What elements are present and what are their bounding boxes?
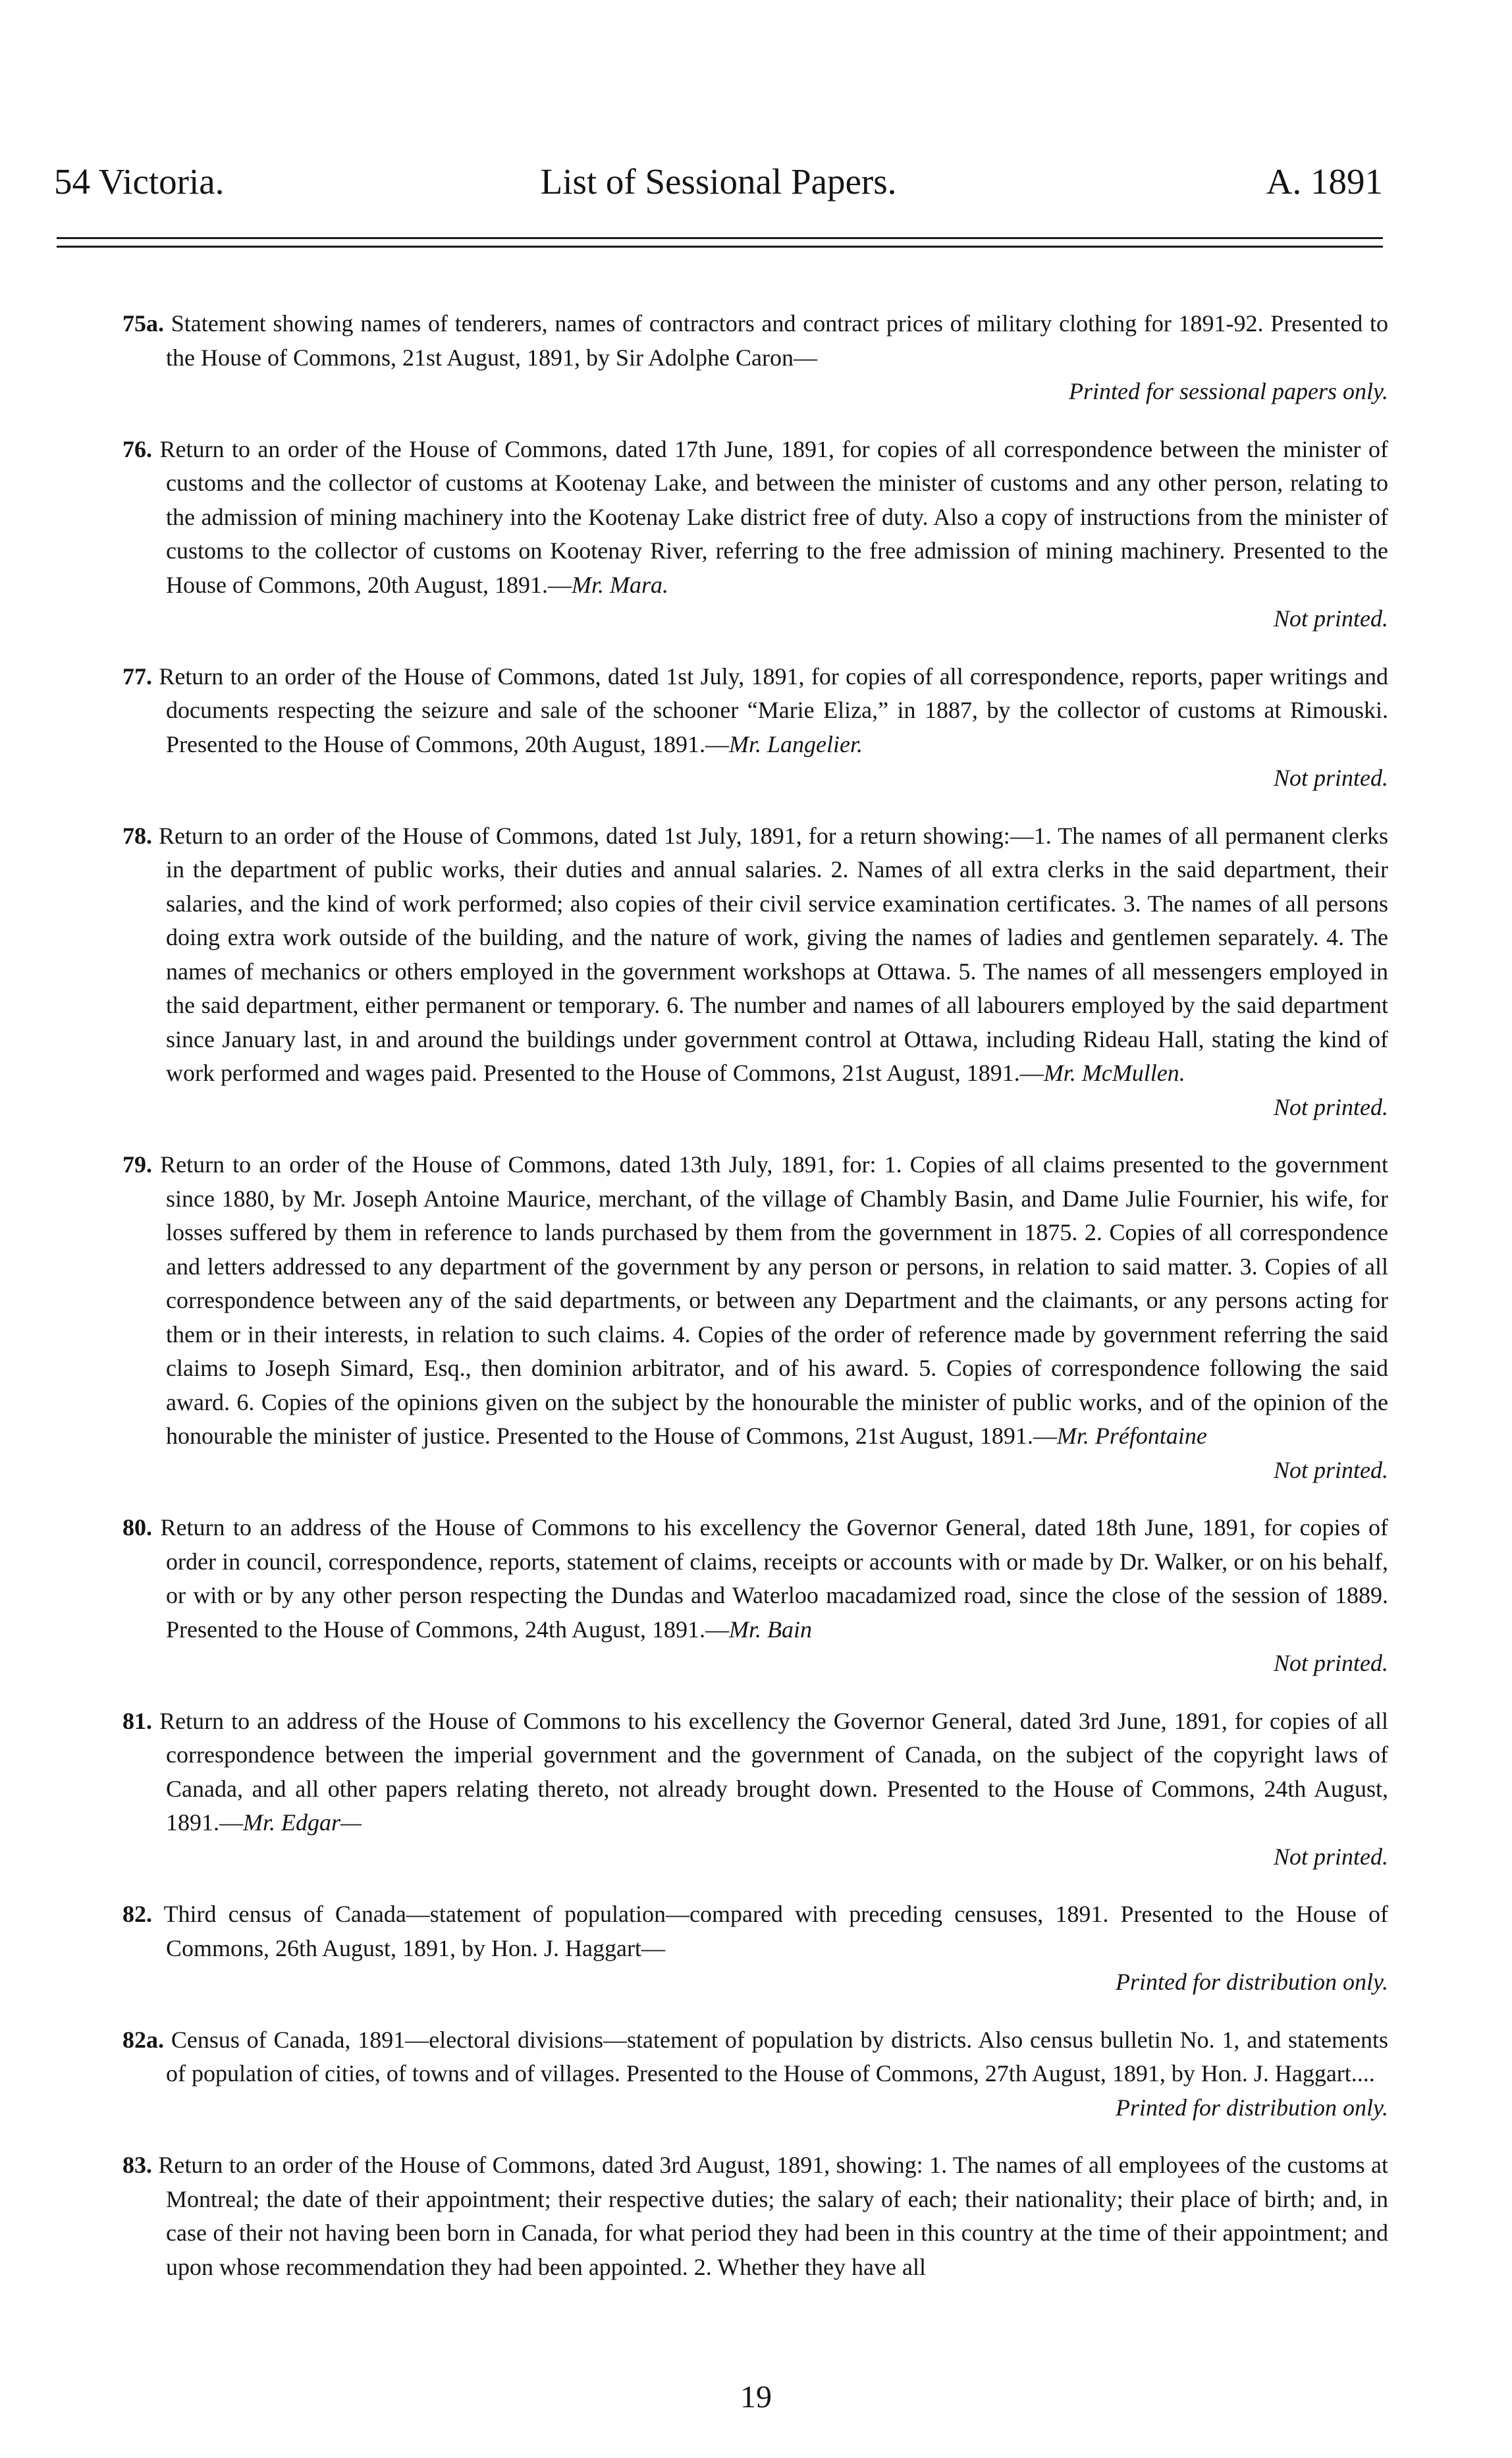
entry-text: Census of Canada, 1891—electoral divisions—statement of population by districts. Also census bulletin No. 1, and statements of population of cities, of towns and of villages. Presented to the House of Commons, 27th August, 1891, by Hon. J. Haggart.... [166,2026,1389,2087]
entry-text: Return to an order of the House of Commons, dated 1st July, 1891, for a return showing:—1. The names of all permanent clerks in the department of public works, their duties and annual salaries. 2. Names of all extra clerks in the said department, their salaries, and the kind of work performed; also copies of their civil service examination certificates. 3. The names of all persons doing extra work outside of the building, and the nature of work, giving the names of ladies and gentlemen separately. 4. The names of mechanics or others employed in the government workshops at Ottawa. 5. The names of all messengers employed in the said department, either permanent or temporary. 6. The number and names of all labourers employed by the said department since January last, in and around the buildings under government control at Ottawa, including Rideau Hall, stating the kind of work performed and wages paid. Presented to the House of Commons, 21st August, 1891.— [159,822,1389,1086]
entry-text: Return to an address of the House of Commons to his excellency the Governor General, dated 18th June, 1891, for copies of order in council, correspondence, reports, statement of claims, receipts or accounts with or made by Dr. Walker, or on his behalf, or with or by any other person respecting the Dundas and Waterloo macadamized road, since the close of the session of 1889. Presented to the House of Commons, 24th August, 1891.— [160,1514,1389,1643]
sessional-paper-entry [122,819,1389,1125]
entry-presenter: Mr. McMullen. [1043,1060,1185,1086]
sessional-paper-entry [122,1148,1389,1487]
sessional-paper-entry [122,2148,1389,2284]
entry-status: Printed for distribution only. [1115,2094,1388,2121]
entry-number: 75a. [122,310,164,337]
entry-text: Return to an order of the House of Commons, dated 1st July, 1891, for copies of all correspondence, reports, paper writings and documents respecting the seizure and sale of the schooner “Marie Eliza,” in 1887, by the collector of customs at Rimouski. Presented to the House of Commons, 20th August, 1891.— [159,663,1389,757]
header-double-rule [57,237,1383,248]
entry-status: Not printed. [1273,605,1388,632]
sessional-paper-entry [122,1705,1389,1874]
entry-number: 80. [122,1514,152,1541]
entry-number: 82a. [122,2026,164,2053]
entry-presenter: Mr. Edgar— [243,1809,362,1836]
entry-number: 79. [122,1151,152,1178]
entry-status: Not printed. [1273,1093,1388,1120]
sessional-paper-entry [122,1511,1389,1681]
entry-text: Third census of Canada—statement of population—compared with preceding censuses, 1891. Presented to the House of Commons, 26th August, 1891, by Hon. J. Haggart— [163,1901,1388,1961]
sessional-paper-entry [122,660,1389,796]
entry-text: Return to an order of the House of Commons, dated 17th June, 1891, for copies of all correspondence between the minister of customs and the collector of customs at Kootenay Lake, and between the minister of customs and any other person, relating to the admission of mining machinery into the Kootenay Lake district free of duty. Also a copy of instructions from the minister of customs to the collector of customs on Kootenay River, referring to the free admission of mining machinery. Presented to the House of Commons, 20th August, 1891.— [159,435,1388,598]
header-title: List of Sessional Papers. [540,161,897,202]
entry-number: 82. [122,1901,152,1927]
entries-list [0,283,1512,2289]
page-number: 19 [740,2380,772,2415]
entry-number: 83. [122,2152,152,2178]
entry-number: 78. [122,822,152,849]
entry-presenter: Mr. Bain [728,1616,812,1643]
header-year: A. 1891 [1266,161,1383,202]
entry-status: Printed for sessional papers only. [1069,378,1388,404]
page-header [54,155,1383,208]
entry-presenter: Mr. Langelier. [728,730,863,757]
entry-number: 77. [122,663,152,690]
header-session: 54 Victoria. [54,161,225,202]
entry-status: Not printed. [1273,1843,1388,1870]
entry-status: Not printed. [1273,1650,1388,1676]
entry-number: 81. [122,1707,152,1734]
entry-presenter: Mr. Préfontaine [1056,1423,1207,1449]
entry-status: Printed for distribution only. [1115,1969,1388,1995]
entry-presenter: Mr. Mara. [572,571,669,598]
sessional-paper-entry [122,2023,1389,2125]
entry-number: 76. [122,435,152,462]
sessional-paper-entry [122,433,1388,636]
entry-text: Return to an order of the House of Commons, dated 3rd August, 1891, showing: 1. The names of all employees of the customs at Montreal; the date of their appointment; their respective duties; the salary of each; their nationality; their place of birth; and, in case of their not having been born in Canada, for what period they had been in this country at the time of their appointment; and upon whose recommendation they had been appointed. 2. Whether they have all [158,2152,1389,2280]
entry-text: Return to an order of the House of Commons, dated 13th July, 1891, for: 1. Copies of all claims presented to the government since 1880, by Mr. Joseph Antoine Maurice, merchant, of the village of Chambly Basin, and Dame Julie Fournier, his wife, for losses suffered by them in reference to lands purchased by them from the government in 1875. 2. Copies of all correspondence and letters addressed to any department of the government by any person or persons, in relation to said matter. 3. Copies of all correspondence between any of the said departments, or between any Department and the claimants, or any persons acting for them or in their interests, in relation to such claims. 4. Copies of the order of reference made by government referring the said claims to Joseph Simard, Esq., then dominion arbitrator, and of his award. 5. Copies of correspondence following the said award. 6. Copies of the opinions given on the subject by the honourable the minister of public works, and of the opinion of the honourable the minister of justice. Presented to the House of Commons, 21st August, 1891.— [160,1151,1389,1449]
entry-status: Not printed. [1273,1456,1388,1483]
entry-status: Not printed. [1273,765,1388,791]
sessional-paper-entry [122,1898,1388,2000]
sessional-paper-entry [122,307,1389,409]
entry-text: Return to an address of the House of Commons to his excellency the Governor General, dated 3rd June, 1891, for copies of all correspondence between the imperial government and the government of Canada, on the subject of the copyright laws of Canada, and all other papers relating thereto, not already brought down. Presented to the House of Commons, 24th August, 1891.— [159,1707,1389,1836]
entry-text: Statement showing names of tenderers, names of contractors and contract prices of military clothing for 1891-92. Presented to the House of Commons, 21st August, 1891, by Sir Adolphe Caron— [166,310,1389,371]
